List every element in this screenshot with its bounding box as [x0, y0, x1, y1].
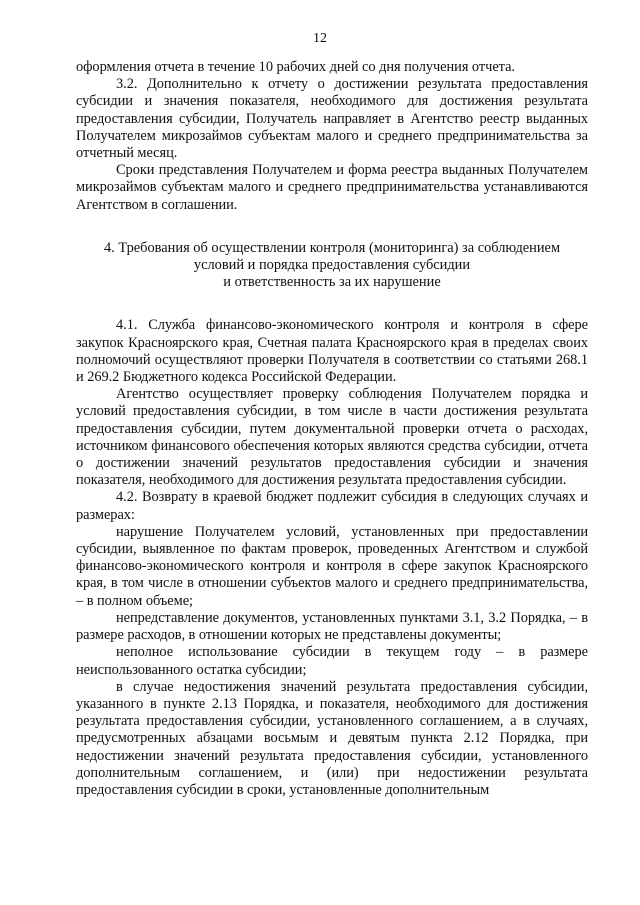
section-heading-line: и ответственность за их нарушение [223, 274, 441, 291]
paragraph-report-terms: Сроки представления Получателем и форма реестра выданных Получателем микрозаймов субъектам малого и среднего предпринимательства устанавливаются Агентством в соглашении. [76, 162, 588, 213]
page-number: 12 [313, 31, 327, 46]
section-heading-line: 4. Требования об осуществлении контроля (мониторинга) за соблюдением [103, 239, 561, 256]
section-heading-line: условий и порядка предоставления субсидии [193, 257, 471, 274]
paragraph-3-2: 3.2. Дополнительно к отчету о достижении результата предоставления субсидии и значения показателя, необходимого для достижения результата предоставления субсидии, Получатель направляет в Агентство реестр выданных Получателем микрозаймов субъектам малого и среднего предпринимательства за отчетный месяц. [76, 76, 588, 162]
section-4-heading [76, 240, 588, 292]
paragraph-violation: нарушение Получателем условий, установленных при предоставлении субсидии, выявленное по фактам проверок, проведенных Агентством и службой финансово-экономического контроля и контроля в сфере закупок Красноярского края, в том числе в отношении субъектов малого и среднего предпринимательства, – в полном объеме; [76, 523, 588, 609]
paragraph-4-1: 4.1. Служба финансово-экономического контроля и контроля в сфере закупок Красноярского края, Счетная палата Красноярского края в пределах своих полномочий осуществляют проверки Получателя в соответствии со статьями 268.1 и 269.2 Бюджетного кодекса Российской Федерации. [76, 317, 588, 386]
document-body [76, 59, 588, 799]
paragraph-non-submission: непредставление документов, установленных пунктами 3.1, 3.2 Порядка, – в размере расходов, в отношении которых не представлены документы; [76, 609, 588, 644]
paragraph-4-2: 4.2. Возврату в краевой бюджет подлежит субсидия в следующих случаях и размерах: [76, 489, 588, 523]
paragraph-agency-check: Агентство осуществляет проверку соблюдения Получателем порядка и условий предоставления субсидии, в том числе в части достижения результата предоставления субсидии, путем документальной проверки отчета о расходах, источником финансового обеспечения которых являются средства субсидии, отчета о достижении значений результатов предоставления субсидии и значения показателя, необходимого для достижения результата предоставления субсидии. [76, 386, 588, 489]
paragraph-continuation: оформления отчета в течение 10 рабочих дней со дня получения отчета. [76, 59, 515, 75]
paragraph-non-achievement: в случае недостижения значений результата предоставления субсидии, указанного в пункте 2.13 Порядка, и показателя, необходимого для достижения результата предоставления субсидии, установленного соглашением, а в случаях, предусмотренных абзацами восьмым и девятым пункта 2.12 Порядка, при недостижении значений результата предоставления субсидии, установленного дополнительным соглашением, и (или) при недостижении результата предоставления субсидии в сроки, установленные дополнительным [76, 678, 588, 798]
paragraph-incomplete-use: неполное использование субсидии в текущем году – в размере неиспользованного остатка субсидии; [76, 644, 588, 678]
